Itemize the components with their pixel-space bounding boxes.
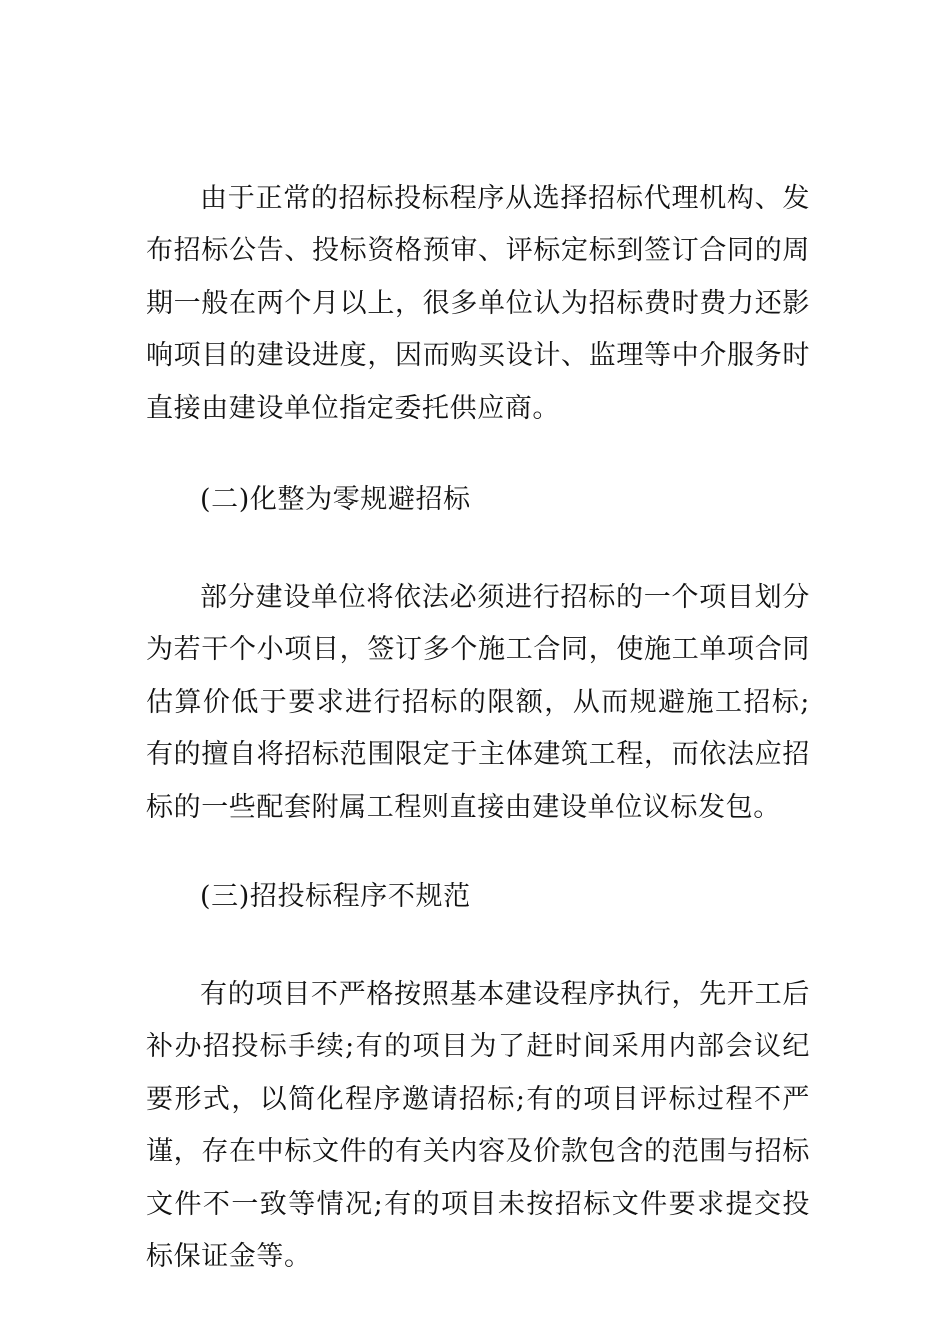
- section-heading-2: (二)化整为零规避招标: [200, 484, 471, 515]
- body-paragraph-2: 部分建设单位将依法必须进行招标的一个项目划分为若干个小项目，签订多个施工合同，使施工单项合同估算价低于要求进行招标的限额，从而规避施工招标;有的擅自将招标范围限定于主体建筑工程，而依法应招标的一些配套附属工程则直接由建设单位议标发包。: [146, 582, 810, 823]
- body-paragraph-1: 由于正常的招标投标程序从选择招标代理机构、发布招标公告、投标资格预审、评标定标到签订合同的周期一般在两个月以上，很多单位认为招标费时费力还影响项目的建设进度，因而购买设计、监理等中介服务时直接由建设单位指定委托供应商。: [146, 183, 810, 424]
- section-heading-3: (三)招投标程序不规范: [200, 881, 471, 912]
- body-paragraph-3: 有的项目不严格按照基本建设程序执行，先开工后补办招投标手续;有的项目为了赶时间采用内部会议纪要形式，以简化程序邀请招标;有的项目评标过程不严谨，存在中标文件的有关内容及价款包含的范围与招标文件不一致等情况;有的项目未按招标文件要求提交投标保证金等。: [146, 979, 810, 1273]
